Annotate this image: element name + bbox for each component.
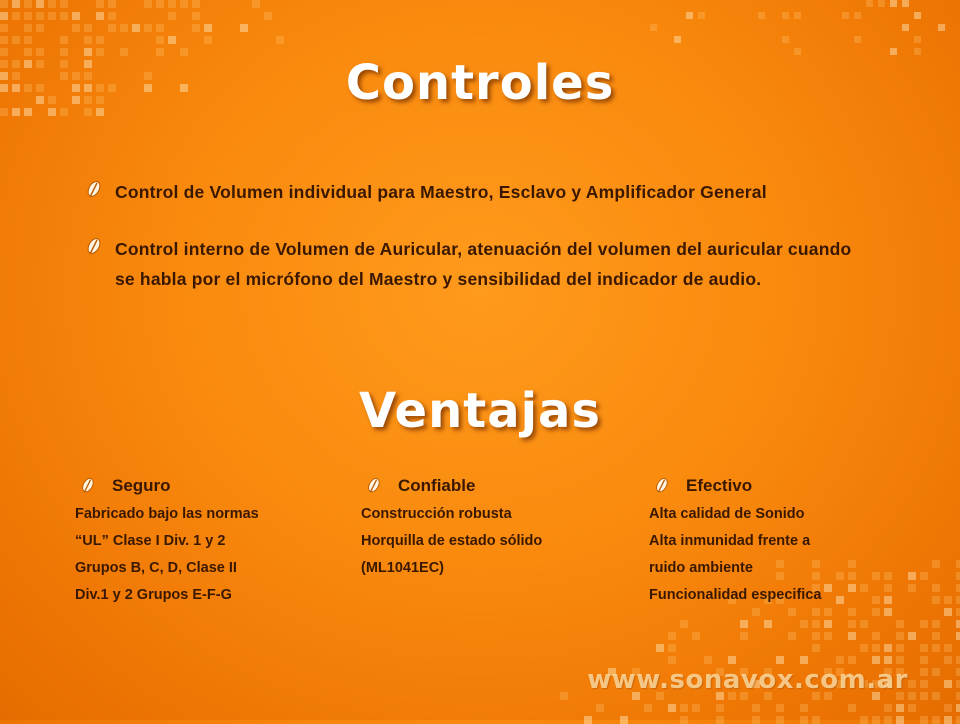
control-bullet-text: Control interno de Volumen de Auricular, atenuación del volumen del auricular cuando se habla por el micrófono del Maestro y sensibilidad del indicador de audio. [115,239,852,289]
decorative-dot [920,668,928,676]
decorative-dot [794,12,801,19]
decorative-dot [12,36,20,44]
decorative-dot [896,716,904,724]
decorative-dot [96,12,104,20]
decorative-dot [740,620,748,628]
decorative-dot [920,656,928,664]
decorative-dot [72,24,80,32]
decorative-dot [902,24,909,31]
decorative-dot [782,36,789,43]
decorative-dot [920,644,928,652]
decorative-dot [932,596,940,604]
advantage-line: Construcción robusta [361,506,512,522]
decorative-dot [812,716,820,724]
decorative-dot [668,656,676,664]
decorative-dot [848,620,856,628]
decorative-dot [932,644,940,652]
decorative-dot [956,668,960,676]
decorative-dot [680,716,688,724]
decorative-dot [776,704,784,712]
decorative-dot [956,632,960,640]
decorative-dot [620,716,628,724]
decorative-dot [884,704,892,712]
decorative-dot [686,12,693,19]
decorative-dot [668,632,676,640]
leaf-bullet-icon [83,237,103,257]
decorative-dot [812,632,820,640]
control-bullet-text: Control de Volumen individual para Maestro, Esclavo y Amplificador General [115,182,767,202]
decorative-dot [932,716,940,724]
decorative-dot [944,608,952,616]
decorative-dot [644,704,652,712]
decorative-dot [48,12,56,20]
decorative-dot [812,608,820,616]
decorative-dot [60,36,68,44]
decorative-dot [60,0,68,8]
decorative-dot [956,620,960,628]
decorative-dot [938,24,945,31]
advantage-line: “UL” Clase I Div. 1 y 2 [75,533,226,549]
decorative-dot [920,572,928,580]
decorative-dot [168,36,176,44]
leaf-bullet-icon [364,477,382,495]
decorative-dot [920,620,928,628]
decorative-dot [776,656,784,664]
decorative-dot [854,12,861,19]
decorative-dot [932,668,940,676]
decorative-dot [36,0,44,8]
decorative-dot [860,716,868,724]
advantage-heading: Seguro [112,476,171,495]
decorative-dot [650,24,657,31]
decorative-dot [860,644,868,652]
decorative-dot [264,12,272,20]
decorative-dot [168,0,176,8]
decorative-dot [240,24,248,32]
decorative-dot [782,12,789,19]
decorative-dot [812,620,820,628]
decorative-dot [932,584,940,592]
decorative-dot [896,632,904,640]
decorative-dot [896,656,904,664]
decorative-dot [698,12,705,19]
decorative-dot [108,24,116,32]
decorative-dot [72,12,80,20]
decorative-dot [752,704,760,712]
decorative-dot [192,0,200,8]
decorative-dot [108,0,116,8]
advantage-column-efectivo [649,475,919,609]
decorative-dot [860,620,868,628]
decorative-dot [740,632,748,640]
decorative-dot [596,704,604,712]
section-title: Ventajas [359,383,601,439]
advantage-line: Fabricado bajo las normas [75,506,259,522]
decorative-dot [836,656,844,664]
decorative-dot [932,632,940,640]
decorative-dot [192,12,200,20]
decorative-dot [794,48,801,55]
decorative-dot [24,24,32,32]
decorative-dot [902,0,909,7]
decorative-dot [132,24,140,32]
decorative-dot [204,36,212,44]
decorative-dot [824,620,832,628]
decorative-dot [252,0,260,8]
decorative-dot [180,0,188,8]
leaf-bullet-icon [83,180,103,200]
decorative-dot [956,584,960,592]
decorative-dot [752,716,760,724]
decorative-dot [866,0,873,7]
decorative-dot [812,644,820,652]
decorative-dot [204,24,212,32]
decorative-dot [276,36,284,44]
decorative-dot [932,692,940,700]
decorative-dot [824,608,832,616]
decorative-dot [776,716,784,724]
decorative-dot [920,680,928,688]
decorative-dot [848,608,856,616]
decorative-dot [24,36,32,44]
decorative-dot [944,704,952,712]
decorative-dot [896,620,904,628]
decorative-dot [824,632,832,640]
advantage-line: Funcionalidad especifica [649,587,822,603]
decorative-dot [788,608,796,616]
decorative-dot [908,704,916,712]
advantage-column-confiable [361,475,631,582]
decorative-dot [932,620,940,628]
decorative-dot [878,0,885,7]
decorative-dot [168,12,176,20]
decorative-dot [0,12,8,20]
decorative-dot [788,632,796,640]
decorative-dot [956,704,960,712]
decorative-dot [914,12,921,19]
decorative-dot [884,608,892,616]
advantage-line: Grupos B, C, D, Clase II [75,560,237,576]
decorative-dot [12,12,20,20]
decorative-dot [914,36,921,43]
leaf-bullet-icon [78,477,96,495]
decorative-dot [692,704,700,712]
leaf-bullet-icon [652,477,670,495]
decorative-dot [872,644,880,652]
decorative-dot [680,620,688,628]
decorative-dot [800,704,808,712]
advantage-heading: Efectivo [686,476,753,495]
advantage-line: Alta inmunidad frente a [649,533,811,549]
decorative-dot [944,656,952,664]
decorative-dot [120,24,128,32]
decorative-dot [956,692,960,700]
decorative-dot [896,644,904,652]
decorative-dot [908,632,916,640]
decorative-dot [758,12,765,19]
decorative-dot [24,12,32,20]
decorative-dot [956,608,960,616]
decorative-dot [656,644,664,652]
decorative-dot [944,680,952,688]
decorative-dot [674,36,681,43]
decorative-dot [96,36,104,44]
decorative-dot [60,12,68,20]
decorative-dot [854,36,861,43]
decorative-dot [908,680,916,688]
decorative-dot [848,632,856,640]
decorative-dot [944,596,952,604]
decorative-dot [0,24,8,32]
decorative-dot [704,656,712,664]
decorative-dot [872,608,880,616]
decorative-dot [884,656,892,664]
decorative-dot [680,704,688,712]
page-title: Controles [345,55,615,111]
decorative-dot [96,0,104,8]
advantage-line: Horquilla de estado sólido [361,533,543,549]
decorative-dot [956,716,960,724]
decorative-dot [956,656,960,664]
decorative-dot [0,36,8,44]
decorative-dot [192,24,200,32]
decorative-dot [36,12,44,20]
decorative-dot [956,596,960,604]
decorative-dot [884,644,892,652]
decorative-dot [764,620,772,628]
decorative-dot [800,620,808,628]
advantage-line: ruido ambiente [649,560,753,576]
advantage-line: Alta calidad de Sonido [649,506,805,522]
decorative-dot [84,36,92,44]
decorative-dot [956,560,960,568]
decorative-dot [914,48,921,55]
decorative-dot [36,24,44,32]
decorative-dot [668,644,676,652]
decorative-dot [560,692,568,700]
decorative-dot [0,0,8,8]
decorative-dot [848,656,856,664]
decorative-dot [24,0,32,8]
decorative-dot [156,0,164,8]
decorative-dot [872,632,880,640]
decorative-dot [842,12,849,19]
decorative-dot [872,656,880,664]
decorative-dot [956,572,960,580]
decorative-dot [800,656,808,664]
decorative-dot [584,716,592,724]
decorative-dot [716,716,724,724]
decorative-dot [884,716,892,724]
decorative-dot [890,48,897,55]
decorative-dot [728,656,736,664]
decorative-dot [800,716,808,724]
decorative-dot [920,692,928,700]
decorative-dot [956,680,960,688]
decorative-dot [12,0,20,8]
decorative-dot [848,704,856,712]
decorative-dot [108,12,116,20]
decorative-dot [752,608,760,616]
decorative-dot [920,716,928,724]
decorative-dot [156,24,164,32]
decorative-dot [48,0,56,8]
decorative-dot [144,24,152,32]
decorative-dot [932,560,940,568]
advantage-column-seguro [75,475,345,609]
decorative-dot [908,692,916,700]
decorative-dot [84,24,92,32]
advantage-heading: Confiable [398,476,476,495]
decorative-dot [896,704,904,712]
website-url: www.sonavox.com.ar [587,665,908,695]
decorative-dot [944,716,952,724]
decorative-dot [890,0,897,7]
advantage-line: (ML1041EC) [361,560,444,576]
decorative-dot [692,632,700,640]
decorative-dot [144,0,152,8]
decorative-dot [872,716,880,724]
decorative-dot [156,36,164,44]
decorative-dot [668,704,676,712]
decorative-dot [716,704,724,712]
advantage-line: Div.1 y 2 Grupos E-F-G [75,587,232,603]
decorative-dot [944,644,952,652]
